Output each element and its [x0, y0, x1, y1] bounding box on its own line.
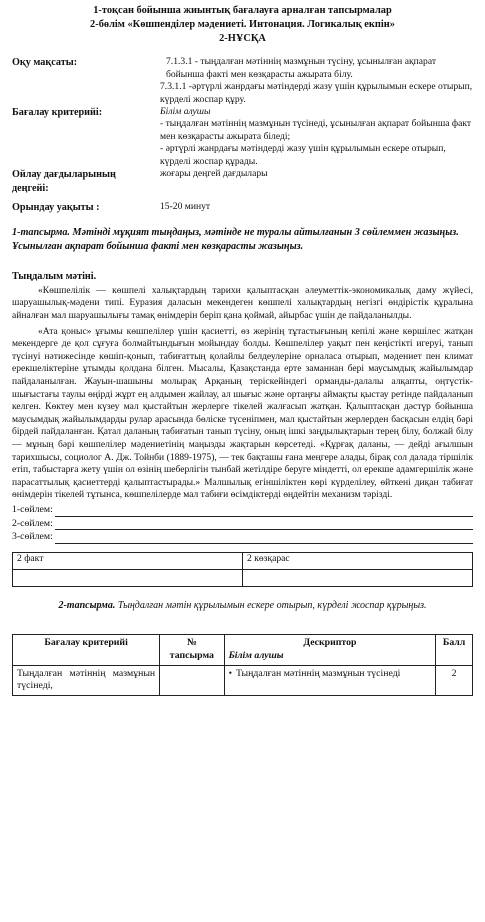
- task-col-header: № тапсырма: [160, 635, 224, 665]
- criteria-row-1-descriptor-text: • Тыңдалған мәтіннің мазмұнын түсінеді: [229, 668, 401, 679]
- facts-answer-row: [13, 570, 473, 587]
- criteria-row-1: [13, 665, 473, 695]
- descriptor-title: Дескриптор: [303, 637, 357, 649]
- view-header: 2 көзқарас: [243, 553, 473, 570]
- score-col-header: Балл: [436, 635, 473, 665]
- sentence-2-line[interactable]: [55, 520, 473, 530]
- goal-label: Оқу мақсаты:: [12, 57, 78, 69]
- task2-text: Тыңдалған мәтін құрылымын ескере отырып, күрделі жоспар құрыңыз.: [115, 600, 427, 612]
- listening-title: Тыңдалым мәтіні.: [12, 270, 97, 282]
- sentence-3-line[interactable]: [55, 534, 473, 544]
- sentence-lines: [12, 504, 473, 544]
- criteria-row-1-score: 2: [436, 665, 473, 695]
- goal-2: 7.3.1.1 -әртүрлі жанрдағы мәтіндерді жазу үшін құрылымын ескере отырып, күрделі жоспар құру.: [160, 81, 473, 105]
- facts-header-row: [13, 553, 473, 570]
- sentence-1-label: 1-сөйлем:: [12, 503, 53, 515]
- sentence-1-line[interactable]: [55, 507, 473, 517]
- task2-number: 2-тапсырма.: [58, 600, 116, 612]
- criteria-table: [12, 634, 473, 696]
- criteria-2: - әртүрлі жанрдағы мәтіндерді жазу үшін құрылымын ескере отырып, күрделі жоспар құрады.: [160, 143, 446, 167]
- listening-paragraph-1: «Көшпелілік — көшпелі халықтардың тарихи қалыптасқан әлеуметтік-экономикалық даму жүйесі, шаруашылық-мәдени типі. Еуразия даласын мекендеген көшпелі халықтардың негізгі өндірістік құралына айналған мал шаруашылығы тамақ өнімдерін беріп қана қоймай, айырбас үшін де пайдаланылды.: [12, 284, 473, 322]
- time-value: 15-20 минут: [160, 200, 211, 212]
- header-section: 2-бөлім «Көшпенділер мәдениеті. Интонация. Логикалық екпін»: [90, 19, 395, 31]
- header-title: 1-тоқсан бойынша жиынтық бағалауға арналған тапсырмалар: [93, 5, 392, 16]
- criteria-1: - тыңдалған мәтіннің мазмұнын түсінеді, ұсынылған ақпарат бойынша факт мен көзқарасты ажырата біледі;: [160, 118, 472, 142]
- criteria-row-1-criterion: Тыңдалған мәтіннің мазмұнын түсінеді,: [13, 665, 160, 695]
- descriptor-sub: Білім алушы: [228, 649, 284, 661]
- fact-answer-cell[interactable]: [13, 570, 243, 587]
- descriptor-col-header: [224, 635, 436, 665]
- fact-header: 2 факт: [13, 553, 243, 570]
- task2-instruction: [12, 599, 473, 612]
- facts-table: [12, 552, 473, 587]
- header-variant: 2-НҰСҚА: [219, 33, 266, 45]
- sentence-2[interactable]: [12, 518, 473, 531]
- criteria-value: [160, 106, 473, 168]
- header: [12, 4, 473, 46]
- time-label: Орындау уақыты :: [12, 201, 100, 213]
- sentence-3-label: 3-сөйлем:: [12, 531, 53, 543]
- criteria-col-header: Бағалау критерийі: [13, 635, 160, 665]
- criteria-row-1-descriptor: [224, 665, 436, 695]
- thinking-label: Ойлау дағдыларының деңгейі:: [12, 169, 116, 194]
- criteria-header-row: [13, 635, 473, 665]
- sentence-2-label: 2-сөйлем:: [12, 517, 53, 529]
- listening-paragraph-2: «Ата қоныс» ұғымы көшпелілер үшін қасиетті, өз жерінің тұтастығының кепілі және көршілес жатқан мекендерге де қол сұғуға болмайтындығын мойындау болды. Көшпелілер уақыт пен кеңістікті игеруі, танып түсінуі нәтижесінде көшіп-қонып, табиғаттың қолайлы белдеулеріне орналаса отырып, мәдениет пен климат ерекшеліктеріне ұтымды қолдана білген. Мысалы, Қазақстанда ерте заманнан бері маусымдық жайылымдар пайдаланылған. Жауын-шашыны молырақ Арқаның терiскейiндегi орманды-далалы алқапты, оңтүстiк-шығыстағы таулы өңiрдi жұрт ең алдымен жайлау, ал шығыс және ортаңғы аймақты қыстау ретінде пайдаланып келген. Көктеу мен күзеу мал қыстайтын жерлерге тікелей жалғасып жатқан. Қалыптасқан дәстүр бойынша маусымдық жайылымдарды рулар арасында бөлiске түсеніпмен, мал қыстайтын жерлерден басқасын елдің бәрі бірдей пайдаланған. Қатал даланың табиғатын танып түсіну, оның ішкі заңдылықтарын терең білу, болжай білу — мұның бәрі көшпелілер мәдениетінің маңызды жақтарын көрсетеді. «Құрғақ даланы, — дейді ағылшын тарихшысы, социолог А. Дж. Тойнби (1889-1975), — тек бақташы ғана меңгере алады, бірақ сол далада тіршілік етіп, табыстарға жету үшін ол өзінің шеберлігін тынбай жетілдіре беруге міндетті, ол ерекше адамгершілік және парасаттылық қасиеттерді қалыптастырады.» Малшылық егіншіліктен көрі күрделілеу, өйткені диқан табиғат өнімдерін тікелей тұтынса, көшпелілерде мал табиғи өсімдіктерді өңдейтін механизм тәрізді.: [12, 325, 473, 501]
- criteria-sub: Білім алушы: [160, 106, 211, 118]
- goal-value: [160, 56, 473, 106]
- criteria-row-1-task: [160, 665, 224, 695]
- goal-1: 7.1.3.1 - тыңдалған мәтіннің мазмұнын түсіну, ұсынылған ақпарат бойынша факті мен көзқарасты ажырата білу.: [166, 56, 437, 80]
- criteria-label: Бағалау критерийі:: [12, 107, 103, 119]
- meta-block: [12, 56, 473, 214]
- task1-instruction: 1-тапсырма. Мәтінді мұқият тыңдаңыз, мәтінде не туралы айтылғанын 3 сөйлеммен жазыңыз. Ұсынылған ақпарат бойынша факті мен көзқарасты жазыңыз.: [12, 227, 459, 252]
- sentence-3[interactable]: [12, 531, 473, 544]
- sentence-1[interactable]: [12, 504, 473, 517]
- view-answer-cell[interactable]: [243, 570, 473, 587]
- thinking-value: жоғары деңгей дағдылары: [160, 168, 268, 180]
